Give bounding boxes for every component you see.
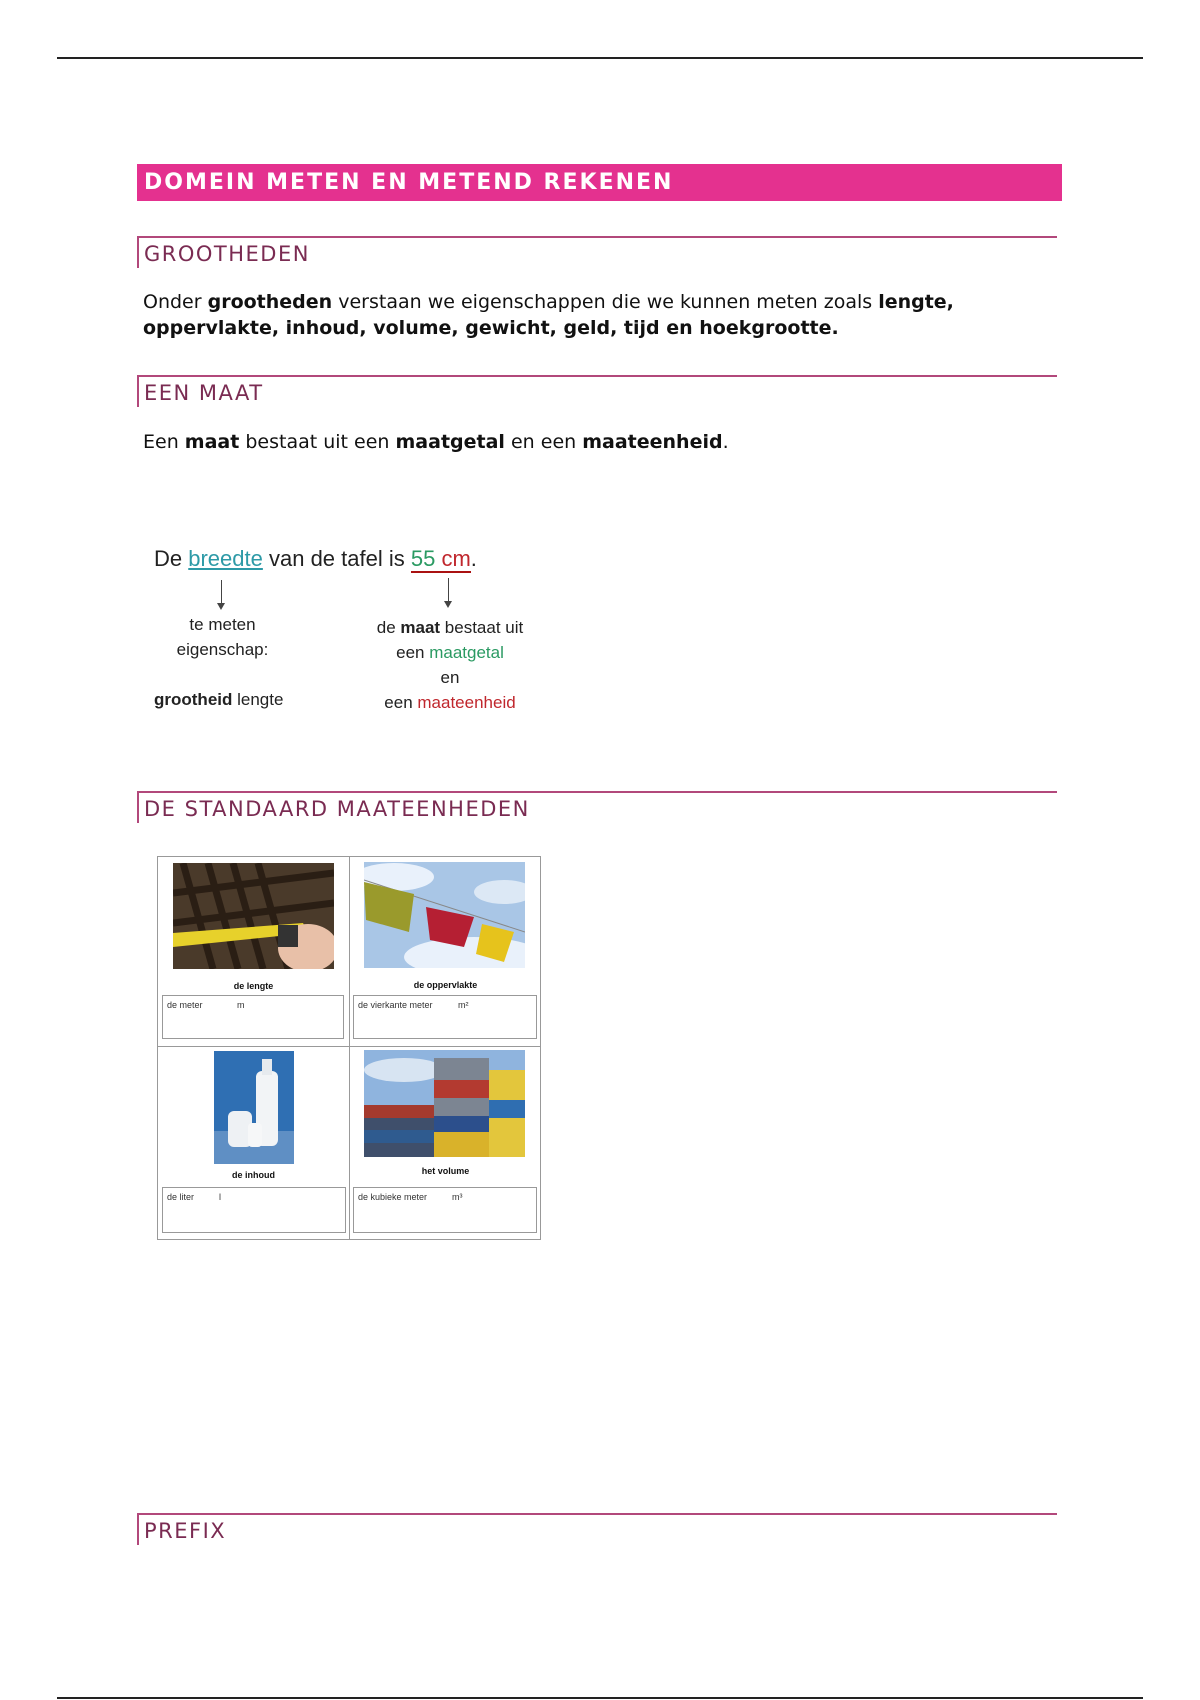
unit-name: de vierkante meter (358, 1000, 433, 1010)
section-standaard (137, 791, 1057, 823)
text: en (440, 668, 460, 687)
maat-label (360, 615, 540, 715)
highlight-maateenheid: cm (441, 546, 471, 571)
bold-term: maatgetal (395, 431, 505, 453)
text: De (154, 546, 189, 571)
page-banner: DOMEIN METEN EN METEND REKENEN (137, 164, 1062, 201)
bold-term: maateenheid (582, 431, 723, 453)
text: en een (504, 431, 583, 453)
text: bestaat uit (440, 618, 524, 637)
grootheid-lengte (154, 690, 283, 710)
text: eigenschap: (176, 640, 269, 659)
unit-box (353, 995, 537, 1039)
unit-symbol: l (219, 1192, 221, 1202)
text: een (384, 693, 418, 712)
unit-name: de meter (167, 1000, 203, 1010)
text: lengte (232, 690, 284, 709)
arrow-down-icon (448, 578, 449, 606)
unit-box (353, 1187, 537, 1233)
shipping-containers-photo-icon (364, 1050, 525, 1157)
arrow-down-icon (221, 580, 222, 608)
text: van de tafel is (262, 546, 411, 571)
maat-paragraph (143, 429, 1043, 455)
bottom-rule (57, 1697, 1143, 1699)
unit-symbol: m³ (452, 1192, 463, 1202)
unit-box (162, 1187, 346, 1233)
flags-photo-icon (364, 862, 525, 968)
unit-symbol: m (237, 1000, 245, 1010)
top-rule (57, 57, 1143, 59)
maatgetal-term: maatgetal (429, 643, 504, 662)
divider (349, 857, 350, 1239)
bold-term: maat (400, 618, 441, 637)
text: verstaan we eigenschappen die we kunnen meten zoals (332, 291, 879, 313)
bold-term: maat (184, 431, 240, 453)
text: te meten (189, 615, 256, 634)
text: de (376, 618, 401, 637)
unit-name: de liter (167, 1192, 195, 1202)
bold-term: grootheden (207, 291, 333, 313)
text: Een (143, 431, 185, 453)
section-title: DE STANDAARD MAATEENHEDEN (144, 797, 530, 821)
cell-caption: de lengte (233, 981, 274, 991)
unit-name: de kubieke meter (358, 1192, 428, 1202)
cell-caption: het volume (421, 1166, 470, 1176)
maateenheid-term: maateenheid (417, 693, 516, 712)
section-title: EEN MAAT (144, 381, 264, 405)
text: . (722, 431, 729, 453)
text: . (470, 546, 477, 571)
grootheden-paragraph (143, 289, 1043, 341)
tape-measure-photo-icon (173, 863, 334, 969)
section-een-maat (137, 375, 1057, 407)
example-sentence (154, 546, 477, 572)
text: bestaat uit een (239, 431, 396, 453)
text: Onder (143, 291, 208, 313)
cell-caption: de oppervlakte (413, 980, 478, 990)
cell-caption: de inhoud (232, 1170, 275, 1180)
unit-symbol: m² (458, 1000, 469, 1010)
milk-bottles-photo-icon (214, 1051, 294, 1164)
section-prefix (137, 1513, 1057, 1545)
highlight-maatgetal: 55 (410, 546, 436, 571)
grootheid-label (160, 615, 285, 660)
divider (158, 1046, 540, 1047)
bold-term: lengte, oppervlakte, inhoud, volume, gewicht, geld, tijd en hoekgrootte. (143, 291, 954, 339)
section-title: PREFIX (144, 1519, 227, 1543)
units-table (157, 856, 541, 1240)
section-grootheden (137, 236, 1057, 268)
bold-term: grootheid (154, 690, 233, 709)
unit-box (162, 995, 344, 1039)
text: een (396, 643, 430, 662)
section-title: GROOTHEDEN (144, 242, 310, 266)
highlight-grootheid: breedte (188, 546, 263, 571)
